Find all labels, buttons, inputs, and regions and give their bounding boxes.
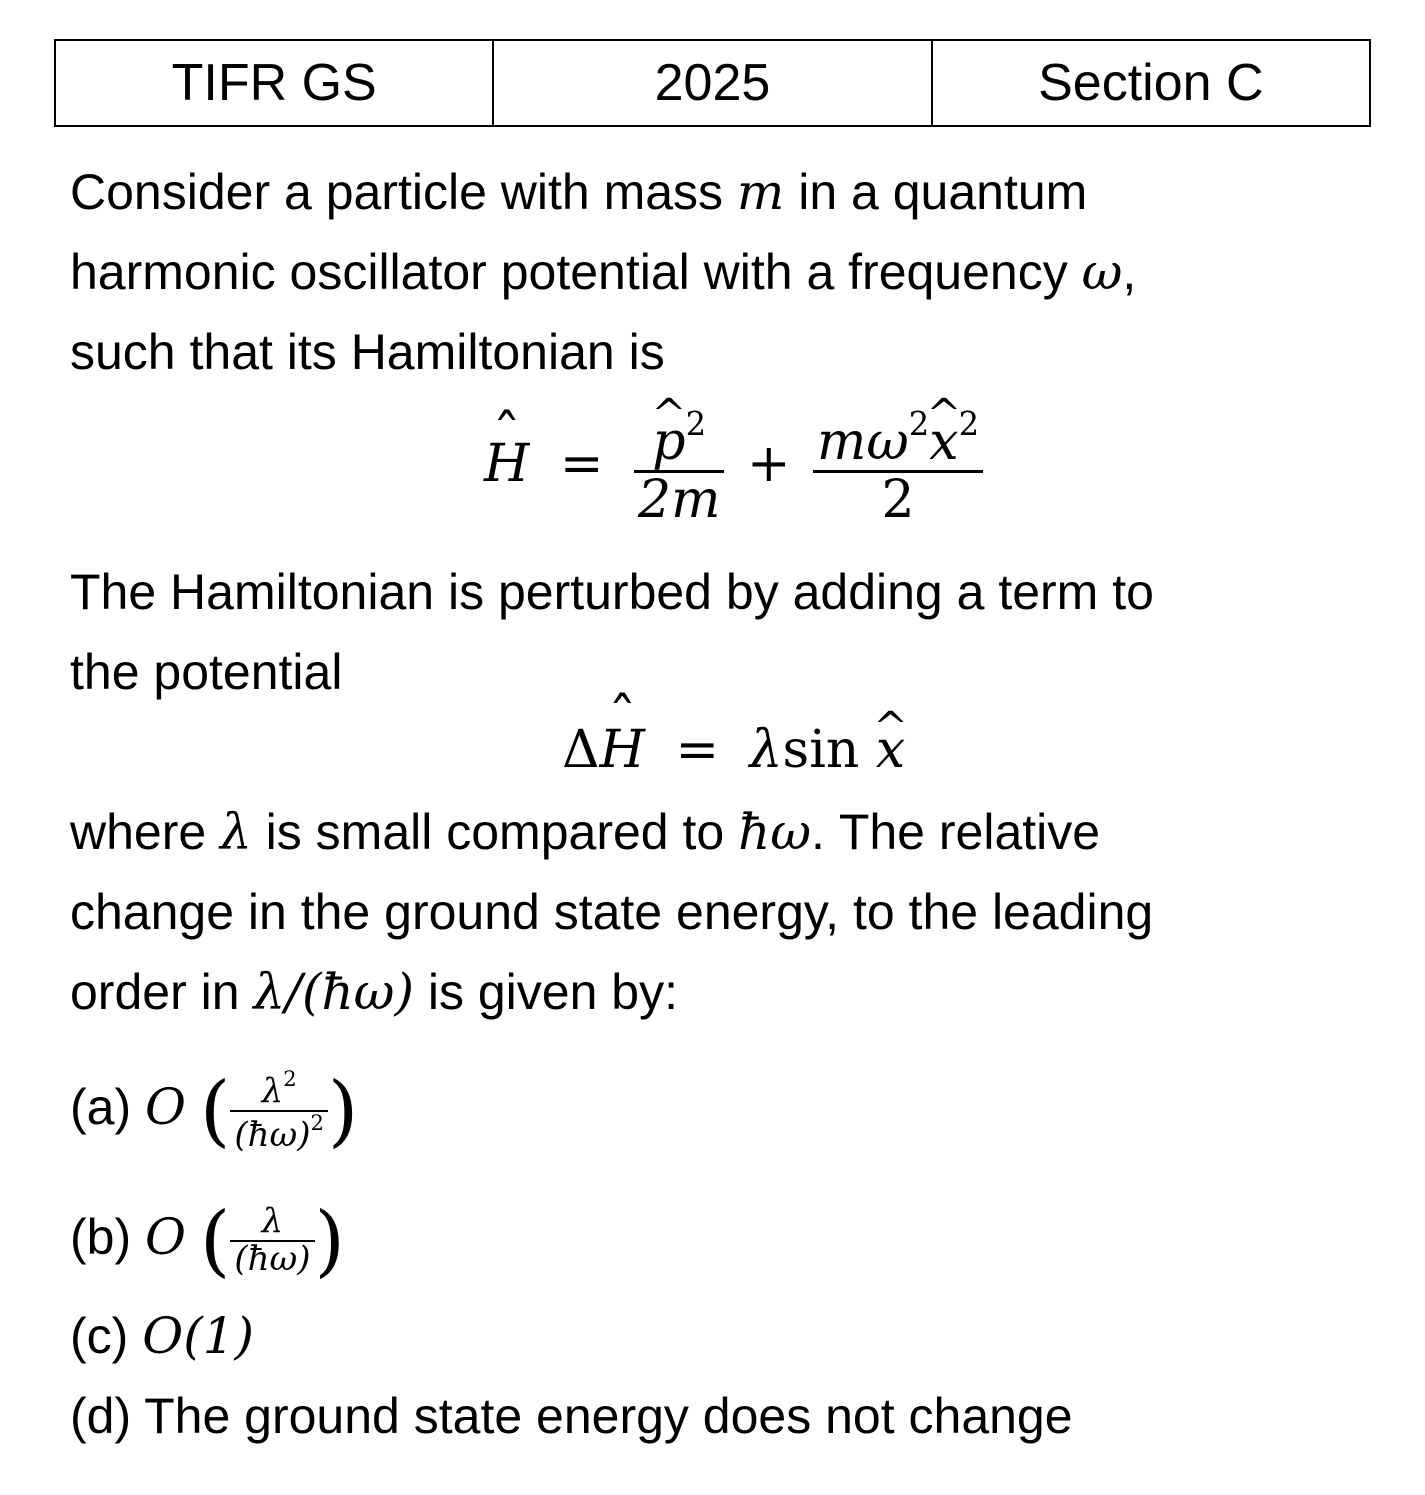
perturb-line-1: The Hamiltonian is perturbed by adding a term to [70,564,1154,620]
perturb-line-2: the potential [70,644,343,700]
intro-line-3: such that its Hamiltonian is [70,324,665,380]
condition-line-2: change in the ground state energy, to the leading [70,884,1154,940]
condition-line-3: order in λ/(ħω) is given by: [70,963,678,1021]
kinetic-term: ^ $\frac{p^2}{2m}$ [634,408,724,527]
potential-term: $\frac{m\omega^2\^{} x^2}{2}$ [813,408,983,527]
header-year: 2025 [494,41,932,125]
header-exam: TIFR GS [56,41,494,125]
option-a: (a) O ( $\frac{\lambda^2}{(ħ\omega)^2}$ ) [70,1065,359,1156]
option-b: (b) O ( $\frac{\lambda}{(ħ\omega)}$ ) [70,1195,345,1286]
perturbation-equation: Δˆ H = λsin ^ x [562,718,905,782]
exam-header-table [54,39,1371,127]
condition-line-1: where λ is small compared to ħω. The relative [70,803,1101,861]
option-c: (c) O(1) [70,1307,255,1365]
option-d: (d) The ground state energy does not change [70,1388,1073,1444]
hamiltonian-equation: ˆ H = ^ $\frac{p^2}{2m}$ + $\frac{m\omega^2\^{} x^2}{2}$ [484,408,983,527]
header-section: Section C [1038,54,1264,112]
intro-line-2: harmonic oscillator potential with a frequency ω, [70,243,1137,301]
intro-line-1: Consider a particle with mass m in a quantum [70,163,1088,221]
